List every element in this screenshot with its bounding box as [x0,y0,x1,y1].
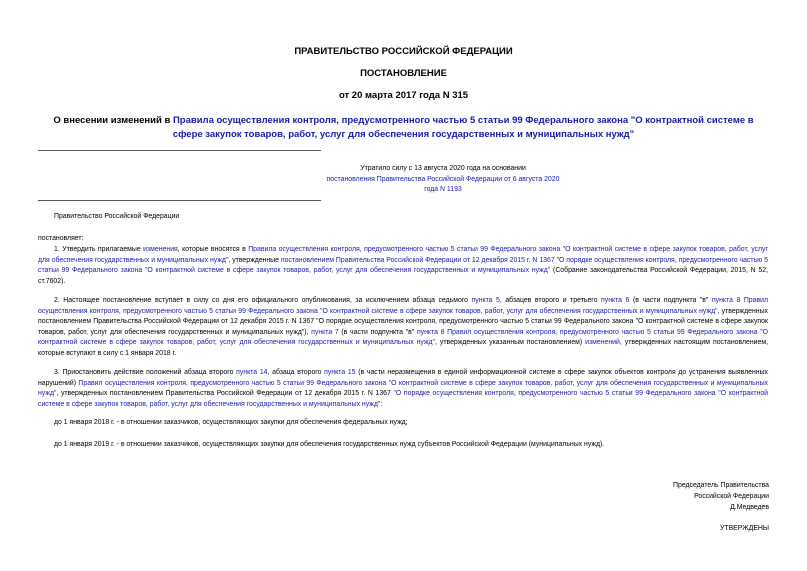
repeal-notice-text: Утратило силу с 13 августа 2020 года на основании [360,165,526,172]
p3-text-d: , утвержденных постановлением Правительства Российской Федерации от 12 декабря 2015 г. N 1367 [56,390,394,397]
title-link[interactable]: Правила осуществления контроля, предусмотренного частью 5 статьи 99 Федерального закона "О контрактной системе в сфере закупок товаров, работ, услуг для обеспечения государственных и муниципальных нужд" [172,115,754,140]
deadline-item-2: до 1 января 2019 г. - в отношении заказчиков, осуществляющих закупки для обеспечения государственных нужд субъектов Российской Федерации (муниципальных нужд). [54,441,605,448]
p3-text-b: , абзаца второго [267,369,325,376]
p3-text-c: (в части неразмещения в единой информационной системе в сфере закупок объектов контроля до устранения выявленных нарушений) [38,369,768,387]
paragraph-3 [38,368,768,410]
divider-bottom [38,200,321,201]
signatory-position-1: Председатель Правительства [673,482,769,489]
document-type: ПОСТАНОВЛЕНИЕ [360,68,447,79]
divider-top [38,150,321,151]
p1-text-c: , утвержденные [228,256,281,264]
repeal-notice [300,164,586,196]
decrees-line: постановляет: [38,235,84,242]
p2-link-changes[interactable]: изменений [585,339,620,346]
document-date-number: от 20 марта 2017 года N 315 [338,90,469,101]
p2-text-a: 2. Настоящее постановление вступает в силу со дня его официального опубликования, за исключением абзаца седьмого [54,297,472,304]
p1-link-rules[interactable]: Правила осуществления контроля, предусмотренного частью 5 статьи 99 Федерального закона "О контрактной системе в сфере закупок товаров, работ, услуг для обеспечения государственных и муниципальных нужд" [38,246,769,264]
p3-link-point14[interactable]: пункта 14 [236,369,268,376]
repeal-notice-link[interactable]: постановления Правительства Российской Федерации от 6 августа 2020 года N 1193 [326,175,560,193]
p3-text-e: : [380,400,383,408]
approved-label: УТВЕРЖДЕНЫ [720,525,769,532]
paragraph-1 [38,245,768,287]
p2-link-point6[interactable]: пункта 6 [601,297,630,304]
document-title [40,114,767,142]
government-header: ПРАВИТЕЛЬСТВО РОССИЙСКОЙ ФЕДЕРАЦИИ [294,46,513,57]
p1-link-changes[interactable]: изменения [143,246,178,253]
p1-link-resolution[interactable]: постановлением Правительства Российской Федерации от 12 декабря 2015 г. N 1367 "О порядке осуществления контроля, предусмотренного частью 5 статьи 99 Федерального закона "О контрактной системе в сфере закупок товаров, работ, услуг для обеспечения государственных и муниципальных нужд" [38,256,769,274]
p2-text-d: , утвержденных постановлением Правительства Российской Федерации от 12 декабря 2015 г. N 1367 "О порядке осуществления контроля, предусмотренного частью 5 статьи 99 Федерального закона "О контрактной системе в сфере закупок товаров, работ, услуг для обеспечения государственных и муниципальных нужд"), [38,307,769,336]
deadline-item-1: до 1 января 2018 г. - в отношении заказчиков, осуществляющих закупки для обеспечения федеральных нужд; [54,419,408,426]
p3-link-point15[interactable]: пункта 15 [324,369,356,376]
p2-link-point5[interactable]: пункта 5 [471,297,500,304]
signatory-name: Д.Медведев [730,504,769,511]
p3-link-rules[interactable]: Правил осуществления контроля, предусмотренного частью 5 статьи 99 Федерального закона "О контрактной системе в сфере закупок товаров, работ, услуг для обеспечения государственных и муниципальных нужд" [38,379,768,397]
p1-text-a: 1. Утвердить прилагаемые [54,246,144,253]
government-line: Правительство Российской Федерации [54,213,180,220]
p1-text-b: , которые вносятся в [177,246,249,253]
p3-text-a: 3. Приостановить действие положений абзаца второго [54,369,237,376]
p1-text-d: (Собрание законодательства Российской Федерации, 2015, N 52, ст.7602). [38,267,768,285]
title-prefix: О внесении изменений в [53,115,173,126]
p2-text-e: (в части подпункта "в" [338,328,417,336]
p2-text-g: , утвержденных настоящим постановлением, которые вступают в силу с 1 января 2018 г. [38,339,769,357]
p3-link-procedure[interactable]: "О порядке осуществления контроля, предусмотренного частью 5 статьи 99 Федерального закона "О контрактной системе в сфере закупок товаров, работ, услуг для обеспечения государственных и муниципальных нужд" [38,390,768,408]
p2-link-point8-rules[interactable]: пункта 8 Правил осуществления контроля, предусмотренного частью 5 статьи 99 Федерального закона "О контрактной системе в сфере закупок товаров, работ, услуг для обеспечения государственных и муниципальных нужд" [38,297,768,315]
paragraph-2 [38,296,768,359]
p2-text-b: , абзацев второго и третьего [499,297,602,304]
p2-text-c: (в части подпункта "в" [629,297,712,304]
signatory-position-2: Российской Федерации [694,493,769,500]
p2-link-point8-rules-2[interactable]: пункта 8 Правил осуществления контроля, предусмотренного частью 5 статьи 99 Федерального закона "О контрактной системе в сфере закупок товаров, работ, услуг для обеспечения государственных и муниципальных нужд" [38,328,768,346]
p2-link-point7[interactable]: пункта 7 [311,328,339,336]
p2-text-f: , утвержденных указанным постановлением) [435,339,586,346]
